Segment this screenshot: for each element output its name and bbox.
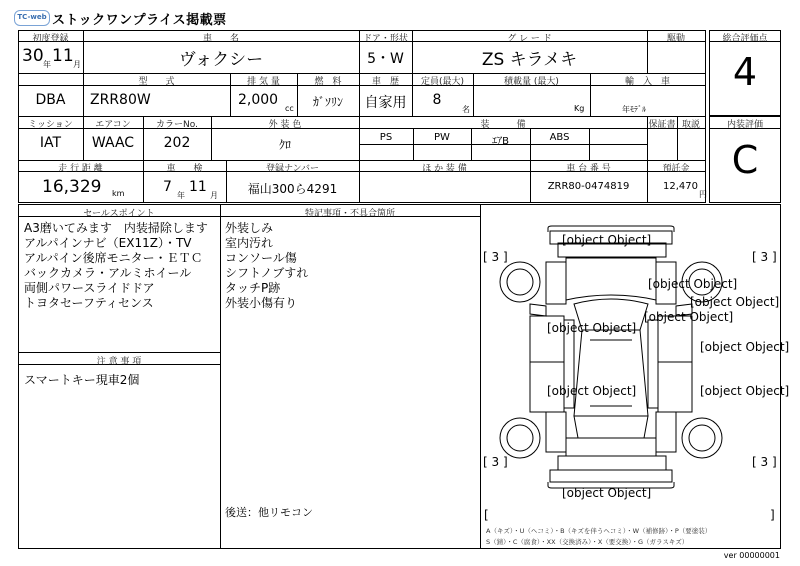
warranty-label: 保証書 bbox=[648, 120, 676, 130]
equipment-label: 装 備 bbox=[480, 120, 526, 130]
special-note: 室内汚れ bbox=[225, 236, 274, 250]
grade: ZS キラメキ bbox=[481, 50, 578, 70]
mission: IAT bbox=[39, 135, 62, 151]
damage-legend: S（錆）・C（腐食）・XX（交換済み）・X（要交換）・G（ガラスキズ） bbox=[486, 538, 689, 546]
displacement: 2,000 bbox=[238, 92, 279, 108]
model-code: ZRR80W bbox=[90, 92, 151, 108]
import-model-year-unit: 年ﾓﾃﾞﾙ bbox=[622, 105, 646, 114]
chassis-no-label: 車 台 番 号 bbox=[566, 164, 611, 174]
manual-label: 取説 bbox=[681, 120, 700, 130]
usage: 自家用 bbox=[364, 95, 407, 111]
overall-score-label: 総合評価点 bbox=[722, 34, 768, 44]
sales-point: アルパイン後席モニター・ＥＴＣ bbox=[24, 251, 203, 265]
spare-bracket-close: ] bbox=[770, 508, 775, 522]
sales-point: アルパインナビ（EX11Z）・TV bbox=[24, 236, 192, 250]
first-reg-year-unit: 年 bbox=[43, 60, 51, 69]
special-note: タッチP跡 bbox=[225, 281, 281, 295]
special-notes-title: 特記事項・不具合箇所 bbox=[304, 209, 395, 219]
deposit-label: 預託金 bbox=[662, 164, 690, 174]
damage-mark: [object Object] bbox=[700, 340, 790, 354]
model-prefix: DBA bbox=[35, 92, 66, 108]
inspection-label: 車 検 bbox=[166, 164, 203, 174]
sales-points-list bbox=[24, 221, 208, 311]
sales-point: トヨタセーフティセンス bbox=[24, 296, 154, 310]
equip-item: PW bbox=[434, 132, 450, 143]
fuel: ｶﾞｿﾘﾝ bbox=[312, 95, 343, 109]
capacity: 8 bbox=[432, 92, 442, 108]
car-name-label: 車 名 bbox=[202, 34, 239, 44]
notices-title: 注 意 事 項 bbox=[96, 357, 142, 367]
inspection-month-unit: 月 bbox=[210, 191, 218, 200]
equip-item: PS bbox=[379, 132, 393, 143]
fuel-label: 燃 料 bbox=[314, 77, 342, 87]
equip-item: ABS bbox=[549, 132, 570, 143]
color-no: 202 bbox=[163, 135, 191, 151]
interior-score-label: 内装評価 bbox=[726, 120, 763, 130]
first-reg-label: 初度登録 bbox=[32, 34, 69, 44]
exterior-color: ｸﾛ bbox=[278, 138, 291, 152]
displacement-label: 排 気 量 bbox=[247, 77, 280, 87]
interior-score: C bbox=[731, 138, 759, 182]
car-name: ヴォクシー bbox=[178, 50, 264, 70]
special-note: コンソール傷 bbox=[225, 251, 297, 265]
displacement-unit: cc bbox=[285, 104, 294, 113]
load-unit: Kg bbox=[574, 104, 585, 113]
sales-points-title: セールスポイント bbox=[83, 209, 155, 219]
overall-score: 4 bbox=[732, 50, 758, 94]
inspection-year-unit: 年 bbox=[177, 191, 185, 200]
grade-label: グ レ ー ド bbox=[507, 34, 552, 44]
door-label: ドア・形状 bbox=[363, 34, 408, 44]
model-label: 型 式 bbox=[138, 77, 175, 87]
post-delivery-note: 後送：他リモコン bbox=[225, 506, 313, 519]
wheel-bracket: [ 3 ] bbox=[752, 250, 777, 264]
other-equipment-label: ほ か 装 備 bbox=[422, 164, 467, 174]
mission-label: ミッション bbox=[28, 120, 73, 130]
page-title: ストックワンプライス掲載票 bbox=[52, 13, 227, 28]
damage-mark: [object Object] bbox=[690, 295, 780, 309]
damage-mark: [object Object] bbox=[648, 277, 738, 291]
mileage: 16,329 bbox=[42, 177, 102, 197]
damage-mark: [object Object] bbox=[547, 384, 637, 398]
inspection-year: 7 bbox=[163, 179, 172, 195]
special-note: 外装しみ bbox=[225, 221, 274, 235]
special-notes-list bbox=[225, 221, 308, 311]
damage-mark: [object Object] bbox=[562, 486, 652, 500]
aircon-label: エアコン bbox=[95, 120, 131, 130]
version-label: ver 00000001 bbox=[723, 551, 780, 560]
brand-logo: TC-web bbox=[14, 10, 50, 26]
deposit: 12,470 bbox=[663, 181, 698, 192]
license-plate: 福山300ら4291 bbox=[247, 182, 338, 196]
deposit-unit: 円 bbox=[699, 190, 707, 199]
notice-line: スマートキー現車2個 bbox=[24, 373, 140, 387]
equip-item: ｴｱB bbox=[492, 136, 509, 147]
capacity-unit: 名 bbox=[462, 105, 470, 114]
mileage-unit: km bbox=[112, 189, 125, 198]
color-no-label: カラーNo. bbox=[156, 120, 198, 130]
import-label: 輸 入 車 bbox=[624, 77, 670, 87]
first-reg-month: 11 bbox=[52, 46, 74, 66]
mileage-label: 走 行 距 離 bbox=[58, 164, 103, 174]
wheel-bracket: [ 3 ] bbox=[483, 250, 508, 264]
aircon: WAAC bbox=[91, 135, 135, 151]
usage-label: 車 歴 bbox=[371, 77, 399, 87]
damage-mark: [object Object] bbox=[644, 310, 734, 324]
spare-bracket-open: [ bbox=[484, 508, 489, 522]
drive-label: 駆動 bbox=[666, 34, 685, 44]
wheel-bracket: [ 3 ] bbox=[752, 455, 777, 469]
damage-mark: [object Object] bbox=[700, 384, 790, 398]
car-diagram bbox=[500, 226, 722, 488]
damage-mark: [object Object] bbox=[547, 321, 637, 335]
sales-point: A3磨いてみます 内装掃除します bbox=[24, 221, 208, 235]
inspection-month: 11 bbox=[189, 179, 207, 195]
special-note: シフトノブすれ bbox=[225, 266, 309, 280]
sales-point: 両側パワースライドドア bbox=[24, 281, 155, 295]
plate-label: 登録ナンバー bbox=[266, 164, 319, 174]
damage-mark: [object Object] bbox=[562, 233, 652, 247]
door-type: 5・W bbox=[367, 51, 404, 67]
damage-legend: A（キズ）・U（ヘコミ）・B（キズを伴うヘコミ）・W（補修跡）・P（要塗装） bbox=[486, 527, 712, 535]
special-note: 外装小傷有り bbox=[225, 296, 298, 310]
load-label: 積載量 (最大) bbox=[504, 77, 559, 87]
sales-point: バックカメラ・アルミホイール bbox=[24, 266, 192, 280]
wheel-bracket: [ 3 ] bbox=[483, 455, 508, 469]
exterior-color-label: 外 装 色 bbox=[268, 120, 302, 130]
first-reg-year: 30 bbox=[22, 46, 44, 66]
capacity-label: 定員(最大) bbox=[420, 77, 465, 87]
first-reg-month-unit: 月 bbox=[73, 60, 81, 69]
chassis-no: ZRR80-0474819 bbox=[547, 181, 630, 192]
